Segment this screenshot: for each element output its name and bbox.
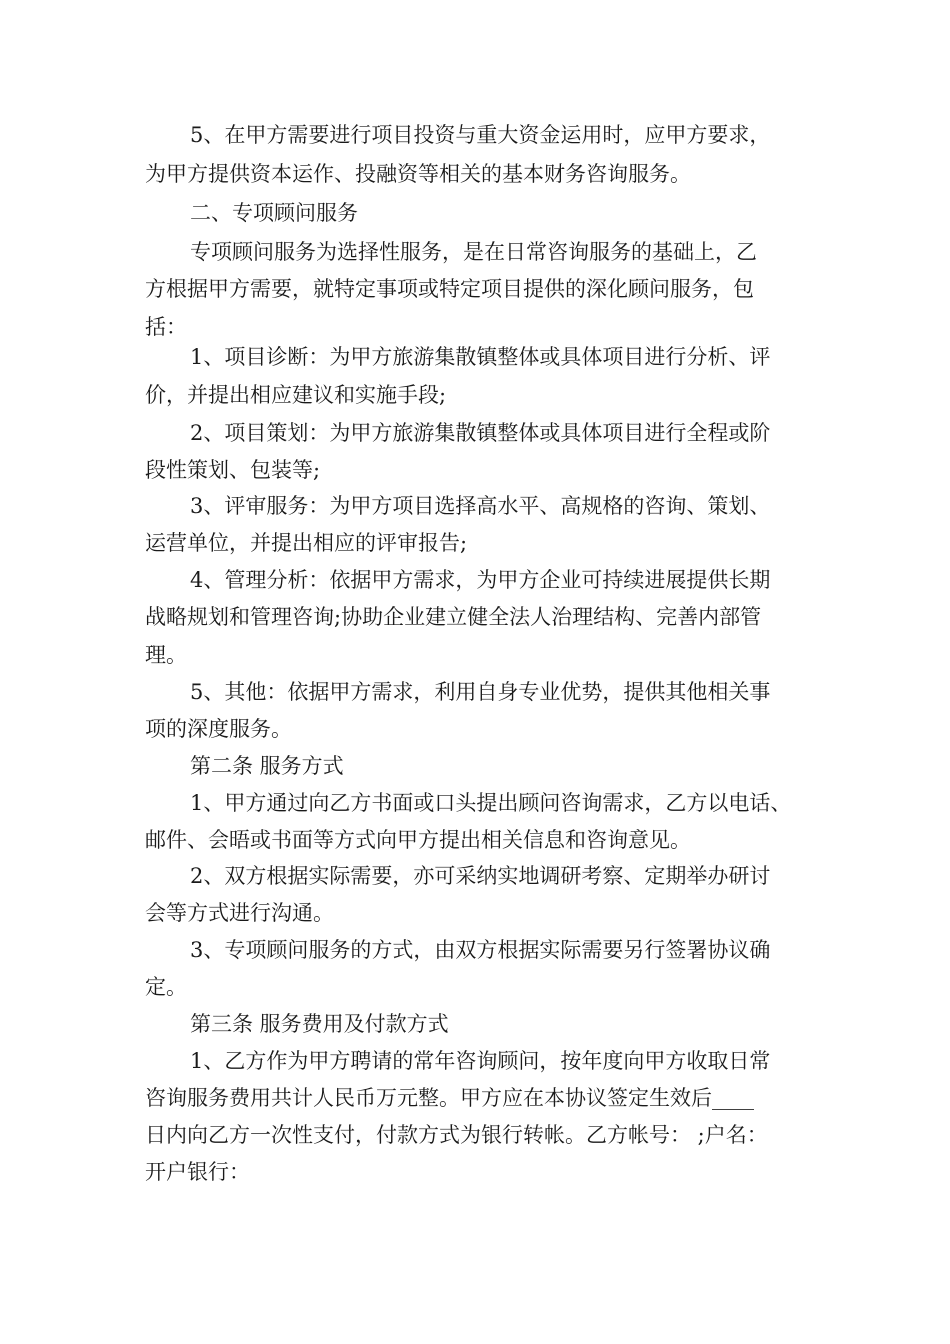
paragraph-line: 方根据甲方需要，就特定事项或特定项目提供的深化顾问服务，包 xyxy=(145,277,754,301)
paragraph-line: 1、乙方作为甲方聘请的常年咨询顾问，按年度向甲方收取日常 xyxy=(190,1049,771,1073)
paragraph-line: 1、甲方通过向乙方书面或口头提出顾问咨询需求，乙方以电话、 xyxy=(190,791,792,815)
paragraph-line: 定。 xyxy=(145,975,187,999)
section-heading: 第二条 服务方式 xyxy=(190,754,344,778)
paragraph-line: 1、项目诊断：为甲方旅游集散镇整体或具体项目进行分析、评 xyxy=(190,345,771,369)
section-heading: 第三条 服务费用及付款方式 xyxy=(190,1012,449,1036)
paragraph-line: 4、管理分析：依据甲方需求，为甲方企业可持续进展提供长期 xyxy=(190,568,771,592)
paragraph-line: 战略规划和管理咨询;协助企业建立健全法人治理结构、完善内部管 xyxy=(145,605,762,629)
paragraph-line: 段性策划、包装等; xyxy=(145,458,321,482)
paragraph-line: 2、双方根据实际需要，亦可采纳实地调研考察、定期举办研讨 xyxy=(190,864,771,888)
paragraph-line: 2、项目策划：为甲方旅游集散镇整体或具体项目进行全程或阶 xyxy=(190,421,771,445)
paragraph-line: 日内向乙方一次性支付，付款方式为银行转帐。乙方帐号： ;户名： xyxy=(145,1123,768,1147)
paragraph-line: 3、专项顾问服务的方式，由双方根据实际需要另行签署协议确 xyxy=(190,938,771,962)
paragraph-line: 5、其他：依据甲方需求，利用自身专业优势，提供其他相关事 xyxy=(190,680,771,704)
paragraph-line: 为甲方提供资本运作、投融资等相关的基本财务咨询服务。 xyxy=(145,162,691,186)
paragraph-line: 3、评审服务：为甲方项目选择高水平、高规格的咨询、策划、 xyxy=(190,494,771,518)
paragraph-line: 项的深度服务。 xyxy=(145,717,292,741)
paragraph-line: 5、在甲方需要进行项目投资与重大资金运用时，应甲方要求， xyxy=(190,123,771,147)
paragraph-line: 咨询服务费用共计人民币万元整。甲方应在本协议签定生效后____ xyxy=(145,1086,754,1110)
paragraph-line: 价，并提出相应建议和实施手段; xyxy=(145,383,447,407)
paragraph-line: 括： xyxy=(145,315,187,339)
paragraph-line: 开户银行： xyxy=(145,1160,250,1184)
paragraph-line: 专项顾问服务为选择性服务，是在日常咨询服务的基础上，乙 xyxy=(190,240,757,264)
paragraph-line: 理。 xyxy=(145,643,187,667)
paragraph-line: 邮件、会晤或书面等方式向甲方提出相关信息和咨询意见。 xyxy=(145,828,691,852)
paragraph-line: 会等方式进行沟通。 xyxy=(145,901,334,925)
paragraph-line: 运营单位，并提出相应的评审报告; xyxy=(145,531,468,555)
section-heading: 二、专项顾问服务 xyxy=(190,201,358,225)
